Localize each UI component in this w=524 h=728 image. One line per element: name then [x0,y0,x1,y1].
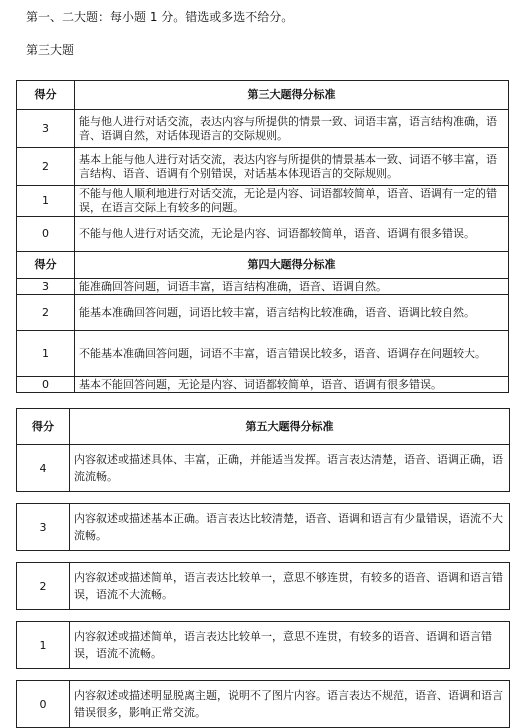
score-cell: 2 [17,148,75,186]
criteria-cell: 基本不能回答问题，无论是内容、词语都较简单，语音、语调有很多错误。 [75,377,509,393]
table-row [17,279,509,295]
criteria-cell: 内容叙述或描述基本正确。语言表达比较清楚，语音、语调和语言有少量错误，语流不大流畅。 [70,504,510,551]
criteria-cell: 能与他人进行对话交流，表达内容与所提供的情景一致、词语丰富，语言结构准确，语音、语调自然，对话体现语言的交际规则。 [75,110,509,148]
table-row [17,110,509,148]
table-row [17,681,510,728]
section-5-title: 第五大题得分标准 [70,409,510,445]
scoring-table-3-4 [16,80,509,393]
section-3-title: 第三大题得分标准 [75,81,509,110]
criteria-cell: 内容叙述或描述明显脱离主题，说明不了图片内容。语言表达不规范，语音、语调和语言错误很多，影响正常交流。 [70,681,510,728]
table-row [17,445,510,492]
score-cell: 0 [17,377,75,393]
score-cell: 1 [17,186,75,217]
score-header: 得分 [17,252,75,279]
row-spacer [17,669,510,681]
table-header-row [17,409,510,445]
criteria-cell: 内容叙述或描述简单，语言表达比较单一，意思不够连贯，有较多的语音、语调和语言错误，语流不大流畅。 [70,563,510,610]
table-row [17,186,509,217]
scoring-note: 第一、二大题：每小题 1 分。错选或多选不给分。 [26,10,294,24]
table-row [17,504,510,551]
section-label: 第三大题 [26,43,75,57]
table-row [17,217,509,252]
criteria-cell: 能基本准确回答问题，词语比较丰富，语言结构比较准确，语音、语调比较自然。 [75,295,509,331]
score-cell: 2 [17,295,75,331]
score-cell: 3 [17,279,75,295]
score-cell: 2 [17,563,70,610]
table-row [17,295,509,331]
score-header: 得分 [17,409,70,445]
criteria-cell: 不能基本准确回答问题，词语不丰富，语言错误比较多，语音、语调存在问题较大。 [75,331,509,377]
section-4-title: 第四大题得分标准 [75,252,509,279]
score-cell: 4 [17,445,70,492]
row-spacer [17,492,510,504]
criteria-cell: 不能与他人顺利地进行对话交流，无论是内容、词语都较简单，语音、语调有一定的错误，在语言交际上有较多的问题。 [75,186,509,217]
row-spacer [17,610,510,622]
criteria-cell: 内容叙述或描述具体、丰富，正确，并能适当发挥。语言表达清楚，语音、语调正确，语流流畅。 [70,445,510,492]
score-cell: 1 [17,331,75,377]
score-cell: 0 [17,217,75,252]
criteria-cell: 能准确回答问题，词语丰富，语言结构准确，语音、语调自然。 [75,279,509,295]
criteria-cell: 内容叙述或描述简单，语言表达比较单一，意思不连贯，有较多的语音、语调和语言错误，语流不流畅。 [70,622,510,669]
score-cell: 1 [17,622,70,669]
row-spacer [17,551,510,563]
table-row [17,563,510,610]
criteria-cell: 基本上能与他人进行对话交流，表达内容与所提供的情景基本一致、词语不够丰富，语言结构、语音、语调有个别错误，对话基本体现语言的交际规则。 [75,148,509,186]
score-cell: 3 [17,110,75,148]
table-row [17,331,509,377]
table-header-row [17,81,509,110]
table-row [17,622,510,669]
scoring-table-5 [16,408,510,728]
table-header-row [17,252,509,279]
score-cell: 3 [17,504,70,551]
table-row [17,148,509,186]
table-row [17,377,509,393]
criteria-cell: 不能与他人进行对话交流，无论是内容、词语都较简单，语音、语调有很多错误。 [75,217,509,252]
score-header: 得分 [17,81,75,110]
score-cell: 0 [17,681,70,728]
